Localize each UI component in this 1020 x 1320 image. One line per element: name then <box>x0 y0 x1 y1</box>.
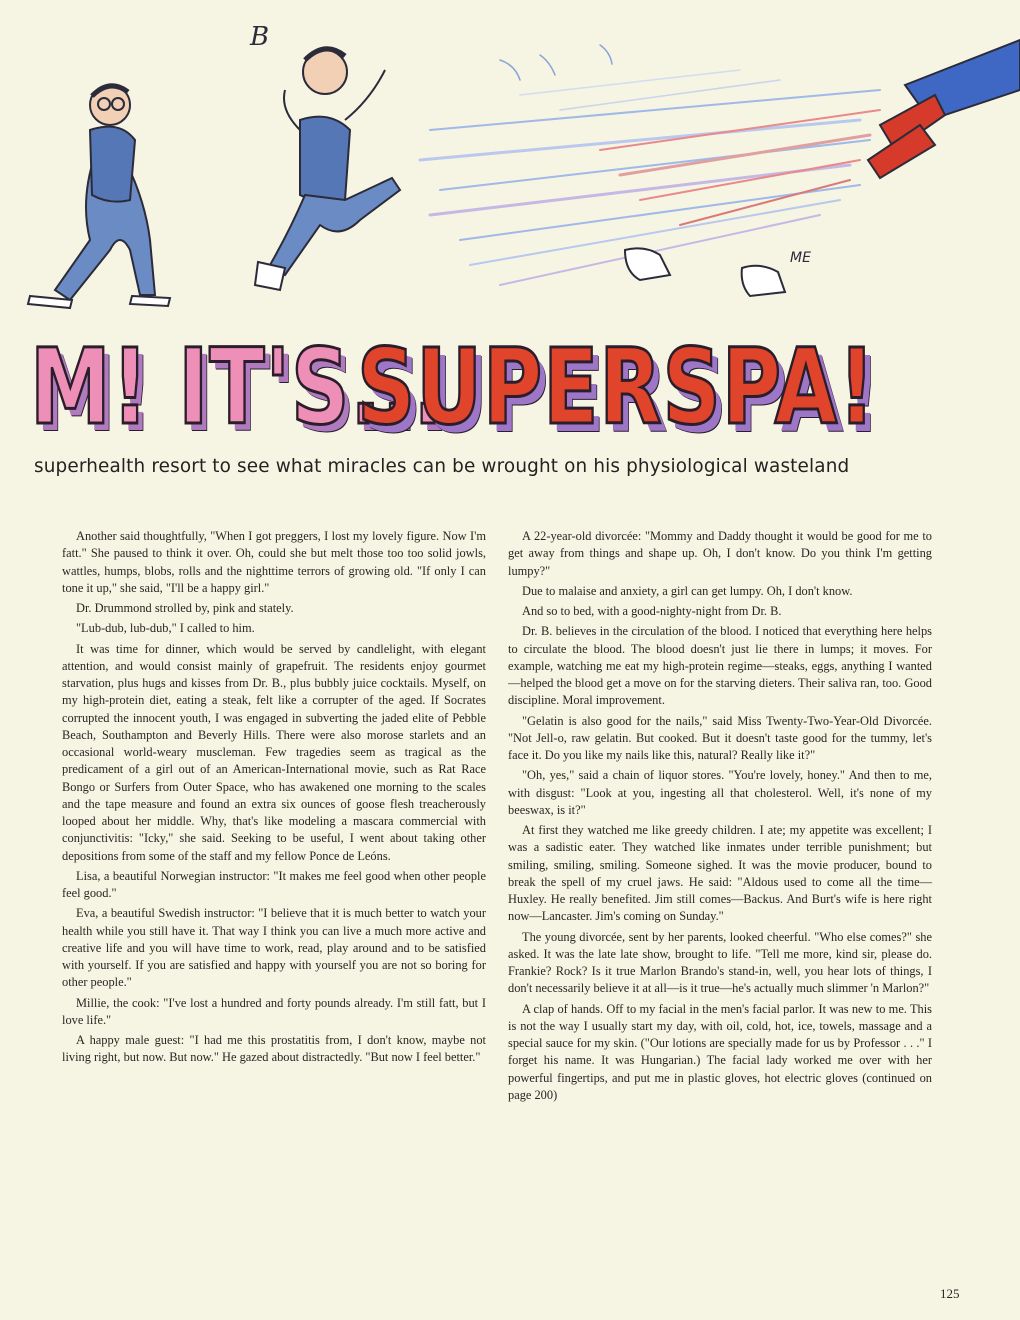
illustration-initial: B <box>250 22 270 52</box>
man-with-glasses-figure <box>28 85 170 308</box>
paragraph: It was time for dinner, which would be served by candlelight, with elegant attention, and would consist mainly of grapefruit. The residents enjoy gourmet starvation, plus hugs and kisses from Dr. B., plus bubbly juice cocktails. Myself, on my high-protein diet, eating a steak, felt like a corrupter of the aged. If Socrates corrupted the innocent youth, I was engaged in subverting the jaded elite of Pebble Beach, Southampton and Beverly Hills. There were also morose starlets and an occasional world-weary muscleman. Few tragedies seem as tragical as the predicament of a girl out of an American-International movie, such as Rat Race Bongo or Surfers from Outer Space, who has awakened one morning to the scales and the tape measure and found an extra six ounces of goose flesh treacherously looped about her middle. Why, that's like modeling a mascara commercial with conjunctivitis: "Icky," she said. Seeking to be useful, I went about taking other depositions from some of the staff and my fellow Ponce de Leóns. <box>62 641 486 863</box>
page-number: 125 <box>940 1286 960 1301</box>
speed-lines <box>420 45 880 285</box>
flying-sneakers <box>625 248 785 296</box>
headline-part-1: M! IT'S... <box>30 326 445 448</box>
illustration-signature: ME <box>790 250 811 266</box>
paragraph: The young divorcée, sent by her parents, looked cheerful. "Who else comes?" she asked. It was the late late show, brought to life. "Tell me more, kind sir, please do. Frankie? Rock? Is it true Marlon Brando's stand-in, well, you hear lots of things, I don't necessarily believe it at all—is it true—he's actually much slimmer 'n Marlon?" <box>508 929 932 996</box>
running-man-figure <box>255 49 400 290</box>
paragraph: Due to malaise and anxiety, a girl can get lumpy. Oh, I don't know. <box>522 583 853 598</box>
paragraph: "Lub-dub, lub-dub," I called to him. <box>76 621 255 636</box>
superhero-legs-figure <box>868 40 1020 178</box>
paragraph: A happy male guest: "I had me this prostatitis from, I don't know, maybe not living right, but now. But now." He gazed about distractedly. "But now I feel better." <box>62 1033 486 1065</box>
paragraph: And so to bed, with a good-nighty-night from Dr. B. <box>522 604 782 618</box>
article-left-column <box>62 528 486 1070</box>
paragraph: Millie, the cook: "I've lost a hundred and forty pounds already. I'm still fatt, but I love life." <box>62 995 486 1027</box>
paragraph: Dr. B. believes in the circulation of the blood. I noticed that everything here helps to circulate the blood. The blood doesn't just lie there in lumps; it moves. For example, watching me eat my high-protein regime—steaks, eggs, anything I wanted—helped the blood get a move on for the starving dieters. Their saliva ran, too. Good discipline. Moral improvement. <box>508 624 932 708</box>
paragraph: Dr. Drummond strolled by, pink and stately. <box>76 601 294 615</box>
paragraph: "Oh, yes," said a chain of liquor stores. "You're lovely, honey." And then to me, with disgust: "Look at you, ingesting all that cholesterol. Well, it's none of my beeswax, is it?" <box>508 768 932 817</box>
article-right-column <box>508 528 932 1107</box>
headline-part-2: SUPERSPA! <box>357 326 876 448</box>
cartoon-illustration <box>0 0 1020 330</box>
paragraph: At first they watched me like greedy children. I ate; my appetite was excellent; I was a sadistic eater. They watched like inmates under terrible punishment; but smiling, smiling, smiling. Someone sighed. It was the movie producer, bound to break the spell of my cruel jaws. He said: "Aldous used to come all the time—Huxley. He really benefited. Jim still comes—Backus. And Burt's wife is here right now—Lancaster. Jim's coming on Sunday." <box>508 823 932 924</box>
paragraph: A 22-year-old divorcée: "Mommy and Daddy thought it would be good for me to get away from things and shape up. Oh, I don't know. Do you think I'm getting lumpy?" <box>508 529 932 578</box>
headline <box>0 318 1020 448</box>
paragraph: A clap of hands. Off to my facial in the men's facial parlor. It was new to me. This is not the way I usually start my day, with oil, cold, hot, ice, towels, massage and a special sauce for my skin. ("Our lotions are specially made for us by Professor . . ." I forget his name. It was Hungarian.) The facial lady worked me over with her powerful fingertips, and put me in plastic gloves, hot electric gloves (continued on page 200) <box>508 1001 932 1102</box>
subtitle: superhealth resort to see what miracles can be wrought on his physiological wasteland <box>34 456 850 477</box>
paragraph: "Gelatin is also good for the nails," said Miss Twenty-Two-Year-Old Divorcée. "Not Jell-o, raw gelatin. But cooked. But it doesn't taste good for the tummy, let's face it. Do you like my nails like this, natural? Really like it?" <box>508 713 932 762</box>
paragraph: Another said thoughtfully, "When I got preggers, I lost my lovely figure. Now I'm fatt." She paused to think it over. Oh, could she but melt those too too solid jowls, wattles, humps, blobs, rolls and the nighttime terrors of growing old. "If only I can tone it up," she said, "I'll be a happy girl." <box>62 529 486 595</box>
paragraph: Lisa, a beautiful Norwegian instructor: "It makes me feel good when other people feel good." <box>62 868 486 900</box>
paragraph: Eva, a beautiful Swedish instructor: "I believe that it is much better to watch your health while you still have it. That way I think you can live a much more active and creative life and you will have time to work, read, play around and to be satisfied with yourself. If you are satisfied and happy with yourself you are not so boring for other people." <box>62 906 486 990</box>
